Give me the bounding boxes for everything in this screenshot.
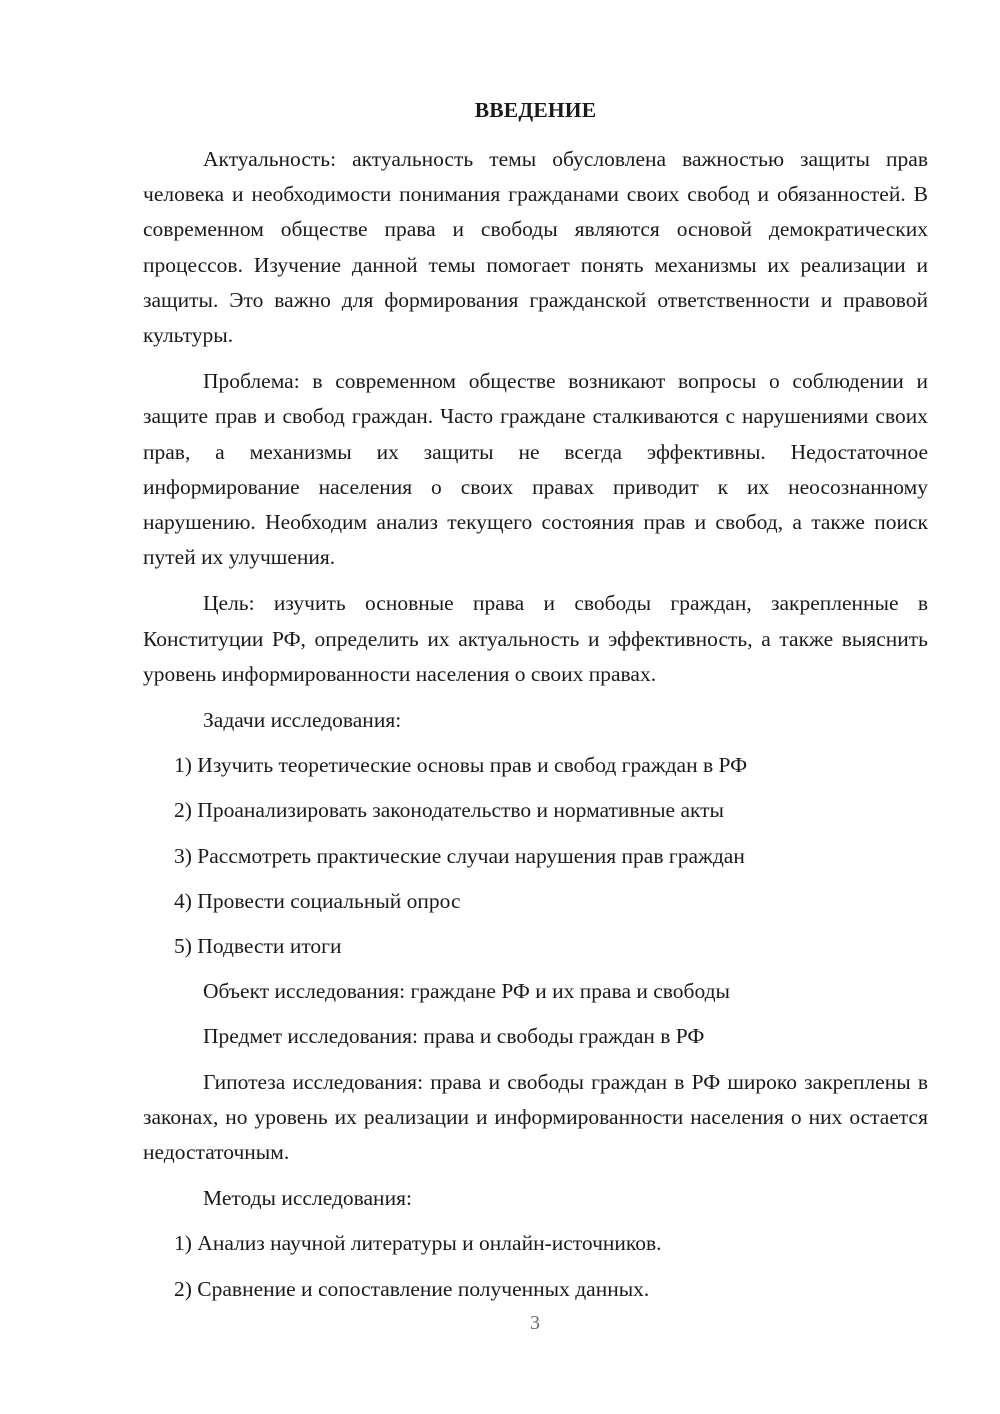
task-number: 1) <box>174 753 192 778</box>
task-number: 4) <box>174 888 192 913</box>
methods-list <box>143 1226 928 1306</box>
method-number: 1) <box>174 1231 192 1256</box>
goal-paragraph: Цель: изучить основные права и свободы граждан, закрепленные в Конституции РФ, определить их актуальность и эффективность, а также выяснить уровень информированности населения о своих правах. <box>143 591 928 686</box>
methods-title: Методы исследования: <box>203 1186 412 1211</box>
tasks-list <box>143 748 928 964</box>
method-item <box>143 1272 928 1307</box>
task-item <box>143 793 928 828</box>
task-item <box>143 884 928 919</box>
method-text: Сравнение и сопоставление полученных данных. <box>197 1276 650 1301</box>
task-text: Провести социальный опрос <box>197 888 461 913</box>
method-text: Анализ научной литературы и онлайн-источников. <box>197 1231 662 1256</box>
task-text: Проанализировать законодательство и нормативные акты <box>197 798 724 823</box>
method-number: 2) <box>174 1276 192 1301</box>
task-text: Изучить теоретические основы прав и свобод граждан в РФ <box>197 753 748 778</box>
document-body <box>143 93 928 1317</box>
task-text: Рассмотреть практические случаи нарушения прав граждан <box>197 843 745 868</box>
task-item <box>143 748 928 783</box>
task-item <box>143 839 928 874</box>
task-number: 5) <box>174 934 192 959</box>
hypothesis-paragraph: Гипотеза исследования: права и свободы граждан в РФ широко закреплены в законах, но уровень их реализации и информированности населения о них остается недостаточным. <box>143 1069 928 1165</box>
tasks-title: Задачи исследования: <box>203 708 402 733</box>
method-item <box>143 1226 928 1261</box>
task-number: 3) <box>174 843 192 868</box>
relevance-paragraph: Актуальность: актуальность темы обусловлена важностью защиты прав человека и необходимости понимания гражданами своих свобод и обязанностей. В современном обществе права и свободы являются основой демократических процессов. Изучение данной темы помогает понять механизмы их реализации и защиты. Это важно для формирования гражданской ответственности и правовой культуры. <box>143 147 928 348</box>
problem-paragraph: Проблема: в современном обществе возникают вопросы о соблюдении и защите прав и свобод граждан. Часто граждане сталкиваются с нарушениями своих прав, а механизмы их защиты не всегда эффективны. Недостаточное информирование населения о своих правах приводит к их неосознанному нарушению. Необходим анализ текущего состояния прав и свобод, а также поиск путей их улучшения. <box>143 369 928 570</box>
section-heading: ВВЕДЕНИЕ <box>474 98 597 122</box>
subject-line: Предмет исследования: права и свободы граждан в РФ <box>203 1024 705 1049</box>
page-number: 3 <box>530 1312 540 1334</box>
task-item <box>143 929 928 964</box>
task-text: Подвести итоги <box>197 934 342 959</box>
task-number: 2) <box>174 798 192 823</box>
object-line: Объект исследования: граждане РФ и их права и свободы <box>203 979 731 1004</box>
